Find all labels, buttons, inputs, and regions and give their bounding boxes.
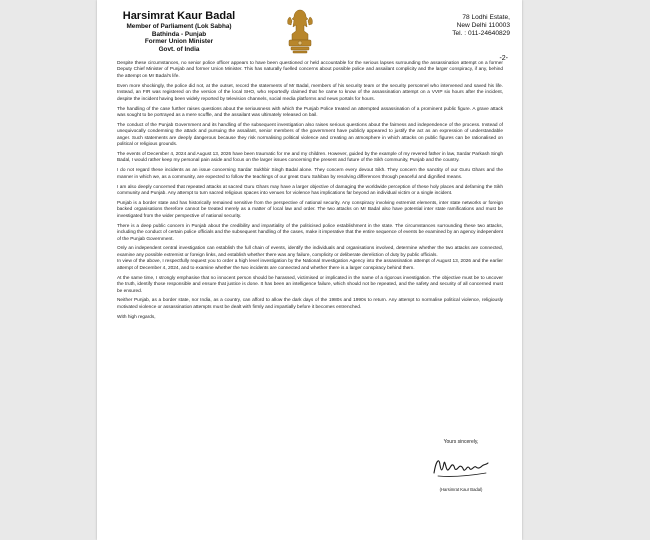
paragraph: At the same time, I strongly emphasise that no innocent person should be harassed, victimised or implicated in the name of a rigorous investigation. The objective must be to uncover the truth, identify those responsible and ensure that justice is done. It has been an intelligence failure, which should not be repeated, and the safety and security of all concerned must be ensured. [117, 275, 503, 294]
paragraph: Even more shockingly, the police did not, at the outset, record the statements of Mr Badal, members of his security team or the security personnel who intervened and saved his life. Instead, an FIR was registered on the version of the local SHO, who reportedly claimed that he came to know of the assassination attempt on a VVIP six hours after the incident, despite the incident having been widely reported by television channels, social media platforms and news portals for hours. [117, 83, 503, 102]
paragraph: Punjab is a border state and has historically remained sensitive from the perspective of national security. Any conspiracy involving extremist elements, inter state networks or foreign backed organisations therefore cannot be treated merely as a matter of local law and order. The two attacks on Mr Badal also have potential inter state ramifications and must be investigated from the wider perspective of national security. [117, 200, 503, 219]
paragraph: The handling of the case further raises questions about the seriousness with which the Punjab Police treated an attempted assassination of a prominent public figure. A grave attack was sought to be portrayed as a mere scuffle, and the assailant was ultimately released on bail. [117, 106, 503, 118]
paragraph: The conduct of the Punjab Government and its handling of the subsequent investigation also raises serious questions about the fairness and independence of the process. Instead of unequivocally condemning the attack and pursuing the assailant, senior members of the government have publicly appeared to justify the act as an expression of understandable anger. Such statements are deeply dangerous because they risk normalising political violence and creating an atmosphere in which attacks on public figures can be rationalised on political or religious grounds. [117, 122, 503, 148]
paragraph: Neither Punjab, as a border state, nor India, as a country, can afford to allow the dark days of the 1980s and 1990s to return. Any attempt to normalise political violence, religiously motivated violence or assassination attempts must be dealt with firmly and impartially before it becomes entrenched. [117, 298, 503, 310]
letterhead-sender [109, 10, 249, 53]
letter-body [117, 61, 503, 324]
signature-block [416, 439, 506, 492]
handwritten-signature-icon [430, 451, 492, 481]
paragraph: Only an independent central investigation can establish the full chain of events, identify the individuals and organisations involved, determine whether the two attacks are connected, examine any possible extremist or foreign links, and establish whether there was any failure, complicity or deliberate dereliction of duty by public officials. In view of the above, I respectfully request you to order a high level investigation by the National Investigation Agency into the assassination attempt of August 13, 2026 and the earlier attempt of December 4, 2024, and to examine whether the two incidents are connected and whether there is a larger conspiracy behind them. [117, 246, 503, 271]
address-line-phone: Tel. : 011-24640829 [452, 30, 510, 37]
paragraph: The events of December 4, 2024 and August 13, 2026 have been traumatic for me and my children. However, guided by the example of my revered father in law, Sardar Parkash Singh Badal, I would rather keep my personal pain aside and focus on the larger issues concerning the present and future of the Sikh community, Punjab and the country. [117, 152, 503, 164]
sender-constituency: Bathinda - Punjab [151, 30, 207, 38]
sender-former-title: Former Union Minister [144, 38, 214, 46]
letterhead-address [430, 14, 510, 38]
address-line-city: New Delhi 110003 [456, 22, 510, 29]
sender-government: Govt. of India [158, 45, 200, 53]
page-number: -2- [499, 55, 508, 62]
paragraph: Despite these circumstances, no senior police officer appears to have been questioned or held accountable for the serious lapses surrounding the assassination attempt on a former Deputy Chief Minister of Punjab and former Union Minister. This has naturally fuelled concerns about possible police and assailant complicity and the larger conspiracy, if any, behind the attempt on Mr Badal's life. [117, 61, 503, 79]
sender-title: Member of Parliament (Lok Sabha) [126, 23, 232, 30]
regards-line: With high regards, [117, 314, 156, 320]
national-emblem-icon [282, 7, 318, 59]
letter-page [97, 0, 522, 540]
paragraph: I am also deeply concerned that repeated attacks at sacred Guru Ghars may have a larger objective of damaging the worldwide perception of these holy places and defaming the Sikh community and Punjab. Any attempt to turn sacred religious spaces into venues for violence has implications far beyond an individual victim or a single incident. [117, 184, 503, 197]
closing-salutation: Yours sincerely, [443, 439, 479, 445]
signatory-name: (Harsimrat Kaur Badal) [439, 487, 483, 492]
paragraph: There is a deep public concern in Punjab about the credibility and impartiality of the politicised police establishment in the state. The circumstances surrounding these two attacks, including the conduct of certain police officials and the subsequent handling of the cases, make it imperative that the entire sequence of events be examined by an agency independent of the Punjab Government. [117, 223, 503, 242]
address-line-street: 78 Lodhi Estate, [462, 14, 510, 21]
paragraph: I do not regard these incidents as an issue concerning Sardar Sukhbir Singh Badal alone. They concern every devout Sikh. They concern the sanctity of our Guru Ghars and the manner in which we, as a community, are expected to follow the teachings of our great Guru Sahiban by resolving differences through peaceful and dignified means. [117, 168, 503, 180]
sender-name: Harsimrat Kaur Badal [122, 10, 236, 22]
